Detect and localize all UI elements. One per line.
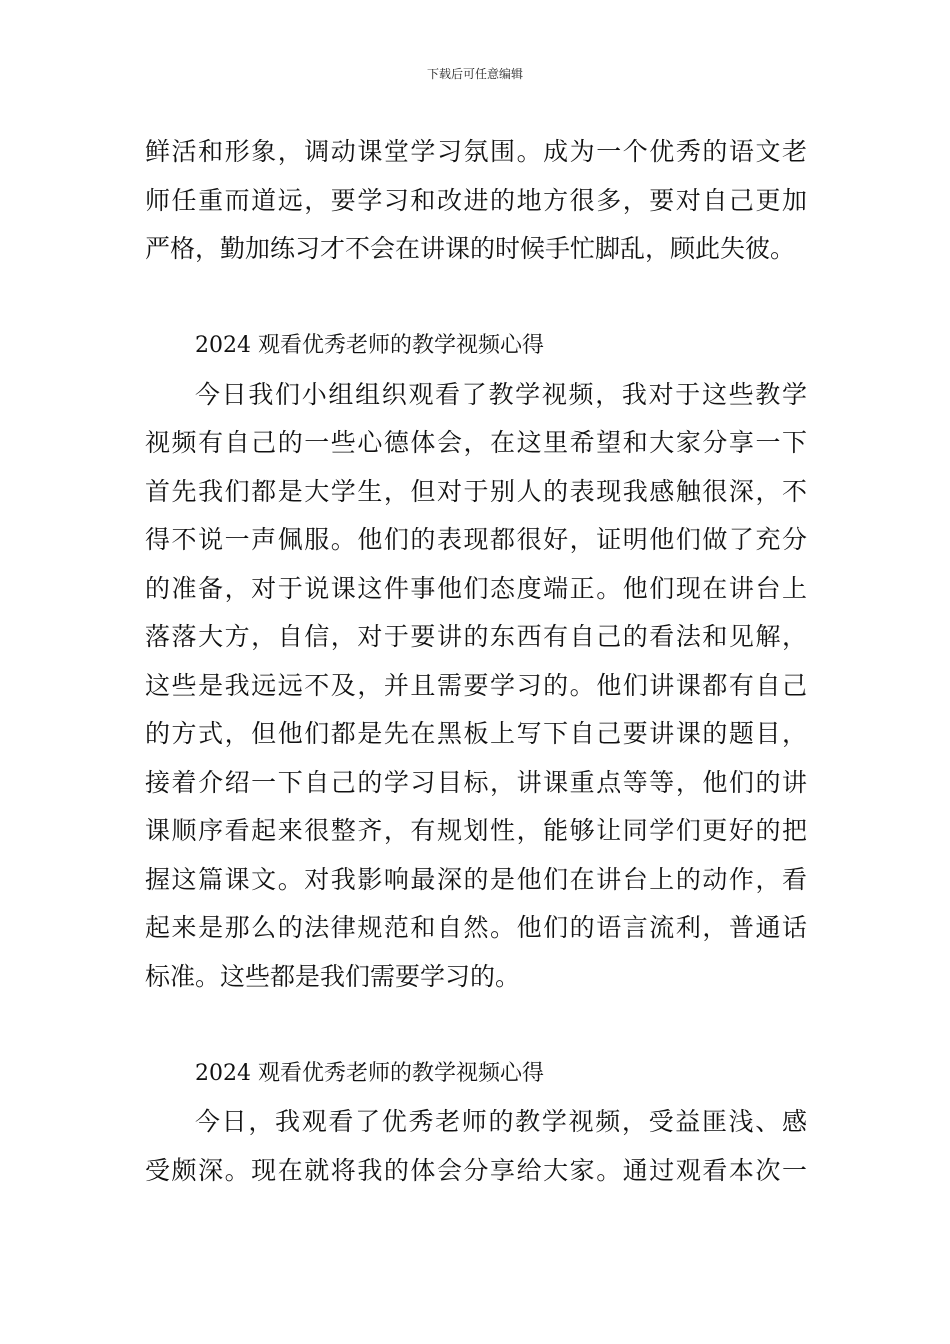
paragraph-gap: [145, 1001, 807, 1050]
text-line: 得不说一声佩服。他们的表现都很好，证明他们做了充分: [145, 525, 807, 554]
section-title: 2024 观看优秀老师的教学视频心得: [195, 1060, 544, 1086]
section-2: [145, 322, 807, 1001]
text-line: 接着介绍一下自己的学习目标，讲课重点等等，他们的讲: [145, 767, 807, 797]
text-line: 鲜活和形象，调动课堂学习氛围。成为一个优秀的语文老: [145, 137, 807, 166]
text-line: 的准备，对于说课这件事他们态度端正。他们现在讲台上: [145, 573, 807, 603]
text-line: 这些是我远远不及，并且需要学习的。他们讲课都有自己: [145, 670, 807, 700]
text-line: 标准。这些都是我们需要学习的。: [145, 961, 521, 991]
text-line: 握这篇课文。对我影响最深的是他们在讲台上的动作，看: [145, 864, 807, 894]
paragraph-gap: [145, 274, 807, 323]
section-3: [145, 1050, 807, 1196]
text-line: 起来是那么的法律规范和自然。他们的语言流利，普通话: [145, 913, 807, 942]
text-line: 受颇深。现在就将我的体会分享给大家。通过观看本次一: [145, 1155, 807, 1185]
text-line: 今日我们小组组织观看了教学视频，我对于这些教学: [195, 379, 807, 409]
text-line: 视频有自己的一些心德体会，在这里希望和大家分享一下: [145, 428, 807, 457]
page-header: 下载后可任意编辑: [426, 67, 523, 81]
text-line: 首先我们都是大学生，但对于别人的表现我感触很深，不: [145, 476, 807, 506]
text-line: 的方式，但他们都是先在黑板上写下自己要讲课的题目，: [145, 719, 807, 748]
paragraph-1: [145, 128, 807, 274]
text-line: 师任重而道远，要学习和改进的地方很多，要对自己更加: [145, 185, 807, 215]
text-line: 严格，勤加练习才不会在讲课的时候手忙脚乱，顾此失彼。: [145, 234, 796, 263]
text-line: 今日，我观看了优秀老师的教学视频，受益匪浅、感: [195, 1107, 807, 1136]
section-title: 2024 观看优秀老师的教学视频心得: [195, 333, 544, 358]
text-line: 课顺序看起来很整齐，有规划性，能够让同学们更好的把: [145, 816, 807, 845]
document-body: [145, 128, 807, 1195]
text-line: 落落大方，自信，对于要讲的东西有自己的看法和见解，: [145, 622, 807, 651]
